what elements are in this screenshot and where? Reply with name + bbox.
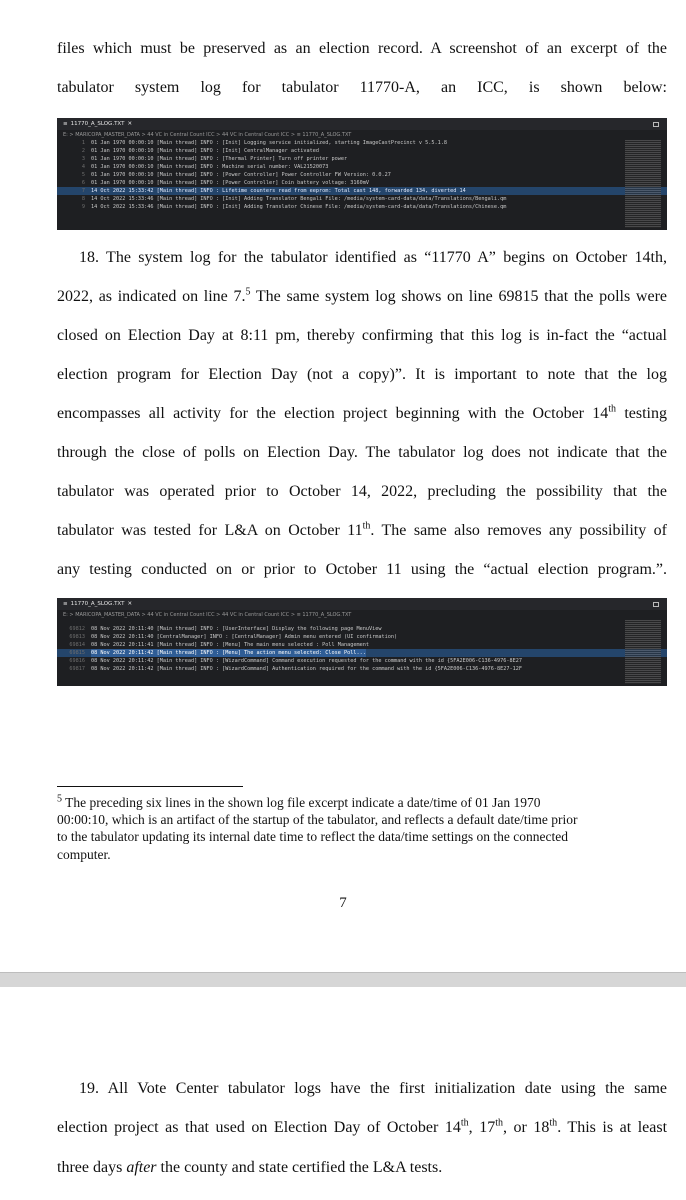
split-editor-icon[interactable]: [653, 602, 659, 607]
editor-tab-bar: [57, 118, 667, 130]
log-row: [57, 155, 667, 163]
line-number: 69816: [69, 658, 85, 664]
log-text: 14 Oct 2022 15:33:46 [Main thread] INFO : [Init] Adding Translator Chinese File: /media/system-card-data/data/Translations/Chinese.qm: [91, 204, 507, 210]
line-number: 69815: [69, 650, 85, 656]
log-text: 01 Jan 1970 00:00:10 [Main thread] INFO : [Init] CentralManager activated: [91, 148, 319, 154]
log-row: [57, 179, 667, 187]
para-19-line-1: 19. All Vote Center tabulator logs have the first initialization date using the same: [79, 1080, 667, 1097]
log-lines: [57, 619, 667, 673]
line-number: 3: [81, 156, 85, 162]
para-18-line-5: encompasses all activity for the election project beginning with the October 14th testing: [57, 403, 667, 422]
line-number: 4: [81, 164, 85, 170]
log-row-highlighted: [57, 187, 667, 195]
line-number: 9: [81, 204, 85, 210]
log-text: 08 Nov 2022 20:11:42 [Main thread] INFO : [Menu] The action menu selected: Close Poll...: [91, 650, 366, 656]
log-text: 08 Nov 2022 20:11:40 [CentralManager] INFO : [CentralManager] Admin menu entered (UI confirmation): [91, 634, 398, 640]
file-lines-icon: ≡: [63, 121, 68, 127]
line-number: 6: [81, 180, 85, 186]
log-text: 01 Jan 1970 00:00:10 [Main thread] INFO : [Thermal Printer] Turn off printer power: [91, 156, 348, 162]
close-icon[interactable]: ✕: [127, 601, 133, 607]
log-text: 08 Nov 2022 20:11:40 [Main thread] INFO : [UserInterface] Display the following page MenuView: [91, 626, 382, 632]
log-text: 14 Oct 2022 15:33:46 [Main thread] INFO : [Init] Adding Translator Bengali File: /media/system-card-data/data/Translations/Bengali.qm: [91, 196, 507, 202]
line-number: 8: [81, 196, 85, 202]
log-row: [57, 163, 667, 171]
para-18-line-7: tabulator was operated prior to October 14, 2022, precluding the possibility that the: [57, 483, 667, 500]
para-18-line-6: through the close of polls on Election Day. The tabulator log does not indicate that the: [57, 444, 667, 461]
para-18-line-2: 2022, as indicated on line 7.$^5$ The same system log shows on line 69815 that the polls were: [57, 286, 668, 305]
line-number: 5: [81, 172, 85, 178]
line-number: 7: [81, 188, 85, 194]
document-page-8: [0, 987, 686, 1200]
log-lines: [57, 139, 667, 211]
log-row: [57, 657, 667, 665]
log-row: [57, 665, 667, 673]
log-screenshot-1: [57, 118, 667, 230]
log-text: 08 Nov 2022 20:11:41 [Main thread] INFO : [Menu] The main menu selected : Poll Management: [91, 642, 369, 648]
log-row: [57, 641, 667, 649]
log-row-selected: [57, 649, 667, 657]
line-number: 69812: [69, 626, 85, 632]
minimap[interactable]: [625, 620, 661, 684]
close-icon[interactable]: ✕: [127, 121, 133, 127]
line-number: 2: [81, 148, 85, 154]
para-19-line-3: three days after the county and state certified the L&A tests.: [57, 1159, 443, 1176]
file-lines-icon: ≡: [63, 601, 68, 607]
minimap[interactable]: [625, 140, 661, 228]
log-screenshot-2: [57, 598, 667, 686]
breadcrumb: E: > MARICOPA_MASTER_DATA > 44 VC in Central Count ICC > 44 VC in Central Count ICC > ≡ 11770_A_SLOG.TXT: [63, 131, 352, 138]
footnote-divider: [57, 786, 243, 787]
log-row: [57, 625, 667, 633]
log-row: [57, 195, 667, 203]
log-text: 01 Jan 1970 00:00:10 [Main thread] INFO : Machine serial number: VAL21520073: [91, 164, 329, 170]
page-number: 7: [339, 895, 347, 911]
footnote-ref: 5: [245, 286, 251, 298]
footnote-line-3: to the tabulator updating its internal date time to reflect the data/time settings on the connected: [57, 829, 568, 844]
log-text: 08 Nov 2022 20:11:42 [Main thread] INFO : [WizardCommand] Command execution requested for the command with the id {5FA2E006-C136-4976-8E27: [91, 658, 522, 664]
intro-line-1: files which must be preserved as an election record. A screenshot of an excerpt of the: [57, 40, 667, 57]
breadcrumb: E: > MARICOPA_MASTER_DATA > 44 VC in Central Count ICC > 44 VC in Central Count ICC > ≡ 11770_A_SLOG.TXT: [63, 611, 352, 618]
log-row: [57, 139, 667, 147]
footnote-line-1: $^5$ The preceding six lines in the shown log file excerpt indicate a date/time of 01 Jan 1970: [57, 793, 541, 810]
para-18-line-3: closed on Election Day at 8:11 pm, thereby confirming that this log is in-fact the “actual: [57, 327, 667, 344]
log-text: 01 Jan 1970 00:00:10 [Main thread] INFO : [Init] Logging service initialized, starting ImageCastPrecinct v 5.5.1.8: [91, 140, 448, 146]
para-19-line-2: election project as that used on Election Day of October 14th, 17th, or 18th. This is at least: [57, 1117, 668, 1136]
log-text: 08 Nov 2022 20:11:42 [Main thread] INFO : [WizardCommand] Authentication required for the command with the id {5FA2E006-C136-4976-8E27-12F: [91, 666, 522, 672]
log-row: [57, 171, 667, 179]
line-number: 69813: [69, 634, 85, 640]
editor-tab[interactable]: ≡ 11770_A_SLOG.TXT ✕: [63, 121, 133, 127]
split-editor-icon[interactable]: [653, 122, 659, 127]
log-text: 14 Oct 2022 15:33:42 [Main thread] INFO : Lifetime counters read from eeprom: Total cast 148, forwarded 134, diverted 14: [91, 188, 466, 194]
editor-tab[interactable]: ≡ 11770_A_SLOG.TXT ✕: [63, 601, 133, 607]
line-number: 69817: [69, 666, 85, 672]
emphasis-after: after: [126, 1159, 157, 1176]
log-row: [57, 633, 667, 641]
para-18-line-1: 18. The system log for the tabulator identified as “11770 A” begins on October 14th,: [79, 249, 667, 266]
footnote-marker: 5: [57, 793, 62, 805]
para-18-line-9: any testing conducted on or prior to October 11 using the “actual election program.”.: [57, 561, 667, 578]
intro-line-2: tabulator system log for tabulator 11770-A, an ICC, is shown below:: [57, 79, 667, 96]
line-number: 69814: [69, 642, 85, 648]
para-18-line-8: tabulator was tested for L&A on October 11th. The same also removes any possibility of: [57, 520, 667, 539]
line-number: 1: [81, 140, 85, 146]
log-row: [57, 147, 667, 155]
log-text: 01 Jan 1970 00:00:10 [Main thread] INFO : [Power Controller] Power Controller FW Version: 0.0.27: [91, 172, 391, 178]
footnote-line-4: computer.: [57, 847, 111, 862]
para-18-line-4: election program for Election Day (not a copy)”. It is important to note that the log: [57, 366, 667, 383]
editor-tab-bar: [57, 598, 667, 610]
page-separator: [0, 972, 686, 987]
log-text: 01 Jan 1970 00:00:10 [Main thread] INFO : [Power Controller] Coin battery voltage: 3160mV: [91, 180, 369, 186]
footnote-line-2: 00:00:10, which is an artifact of the startup of the tabulator, and reflects a default date/time prior: [57, 812, 578, 827]
log-row: [57, 203, 667, 211]
